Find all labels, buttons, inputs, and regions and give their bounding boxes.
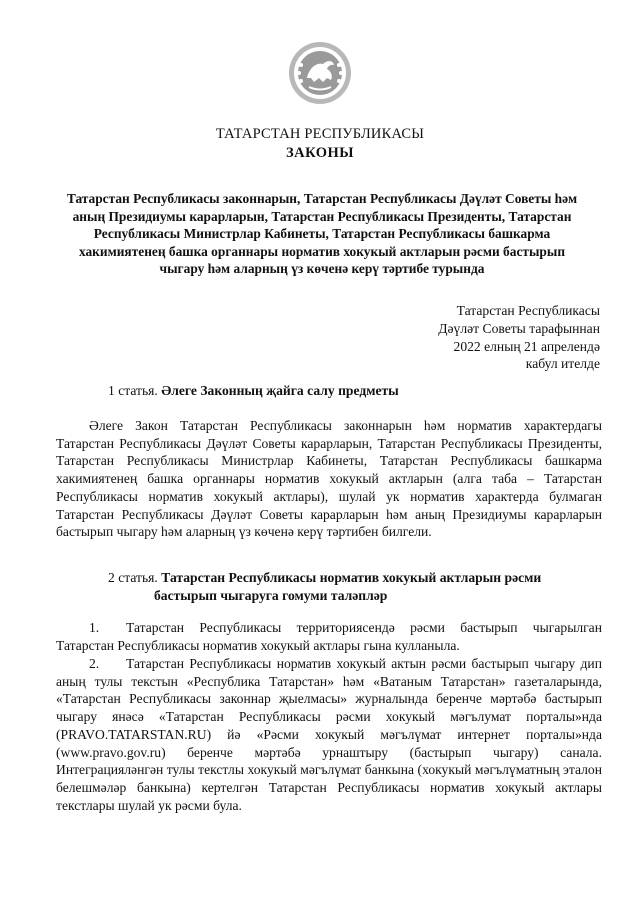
item-number: 1.: [89, 620, 100, 635]
law-heading: ЗАКОНЫ: [285, 145, 355, 161]
adoption-line: Татарстан Республикасы: [456, 303, 600, 318]
article-1-heading: [108, 382, 399, 400]
article-2-number: 2 статья.: [108, 570, 158, 585]
item-text: Татарстан Республикасы территориясендә рәсми бастырып чыгарылган Татарстан Республикасы норматив хокукый актлары гына кулланыла.: [56, 620, 602, 653]
article-1-name: Әлеге Законның җайга салу предметы: [161, 383, 399, 398]
article-2-name-line2: бастырып чыгаруга гомуми таләпләр: [154, 587, 388, 603]
article-1-text: Әлеге Закон Татарстан Республикасы законнарын һәм норматив характердагы Татарстан Республикасы Дәүләт Советы карарларын, Татарстан Республикасы Президенты, Татарстан Республикасы Министрлар Кабинеты, Татарстан Республикасы башкарма хакимиятенең башка органнары норматив хокукый актларын (алга таба – Татарстан Республикасы норматив хокукый актлары), шулай ук норматив характерда булмаган Татарстан Республикасы Дәүләт Советы карарларын һәм аның Президиумы карарларын бастырып чыгару һәм аларның үз көченә керү тәртибен билгели.: [56, 418, 602, 540]
law-title: Татарстан Республикасы законнарын, Татарстан Республикасы Дәүләт Советы һәм аның Президиумы карарларын, Татарстан Республикасы Президенты, Татарстан Республикасы Министрлар Кабинеты, Татарстан Республикасы башкарма хакимиятенең башка органнары норматив хокукый актларын рәсми бастырып чыгару һәм аларның үз көченә керү тәртибе турында: [66, 191, 578, 276]
item-number: 2.: [89, 656, 100, 671]
adoption-line: Дәүләт Советы тарафыннан: [438, 320, 600, 336]
adoption-note: [438, 302, 600, 373]
article-2-heading: [108, 569, 608, 605]
article-2-name-line1: Татарстан Республикасы норматив хокукый актларын рәсми: [161, 570, 542, 585]
article-2-item: [56, 655, 602, 814]
tatarstan-coat-of-arms-icon: [287, 40, 353, 106]
adoption-line: кабул ителде: [525, 356, 600, 372]
adoption-line: 2022 елның 21 апрелендә: [453, 338, 600, 354]
article-1-number: 1 статья.: [108, 383, 158, 398]
article-2-item: [56, 619, 602, 654]
item-text: Татарстан Республикасы норматив хокукый актын рәсми бастырып чыгару дип аның тулы текстын «Республика Татарстан» һәм «Ватаным Татарстан» газеталарында, «Татарстан Республикасы законнар җыелмасы» журналында беренче мәртәбә бастырып чыгару янәсә «Татарстан Республикасы рәсми хокукый мәгълумат порталы»нда (PRAVO.TATARSTAN.RU) йә «Рәсми хокукый мәгълүмат интернет порталы»нда (www.pravo.gov.ru) беренче мәртәбә урнаштыру (бастырып чыгару) санала. Интеграцияләнгән тулы текстлы хокукый мәгълүмат банкына (хокукый мәгълүматның эталон белешмәләр банкына) кертелгән Татарстан Республикасы норматив хокукый актлары текстлары шулай ук рәсми була.: [56, 656, 602, 813]
republic-heading: ТАТАРСТАН РЕСПУБЛИКАСЫ: [215, 126, 425, 142]
